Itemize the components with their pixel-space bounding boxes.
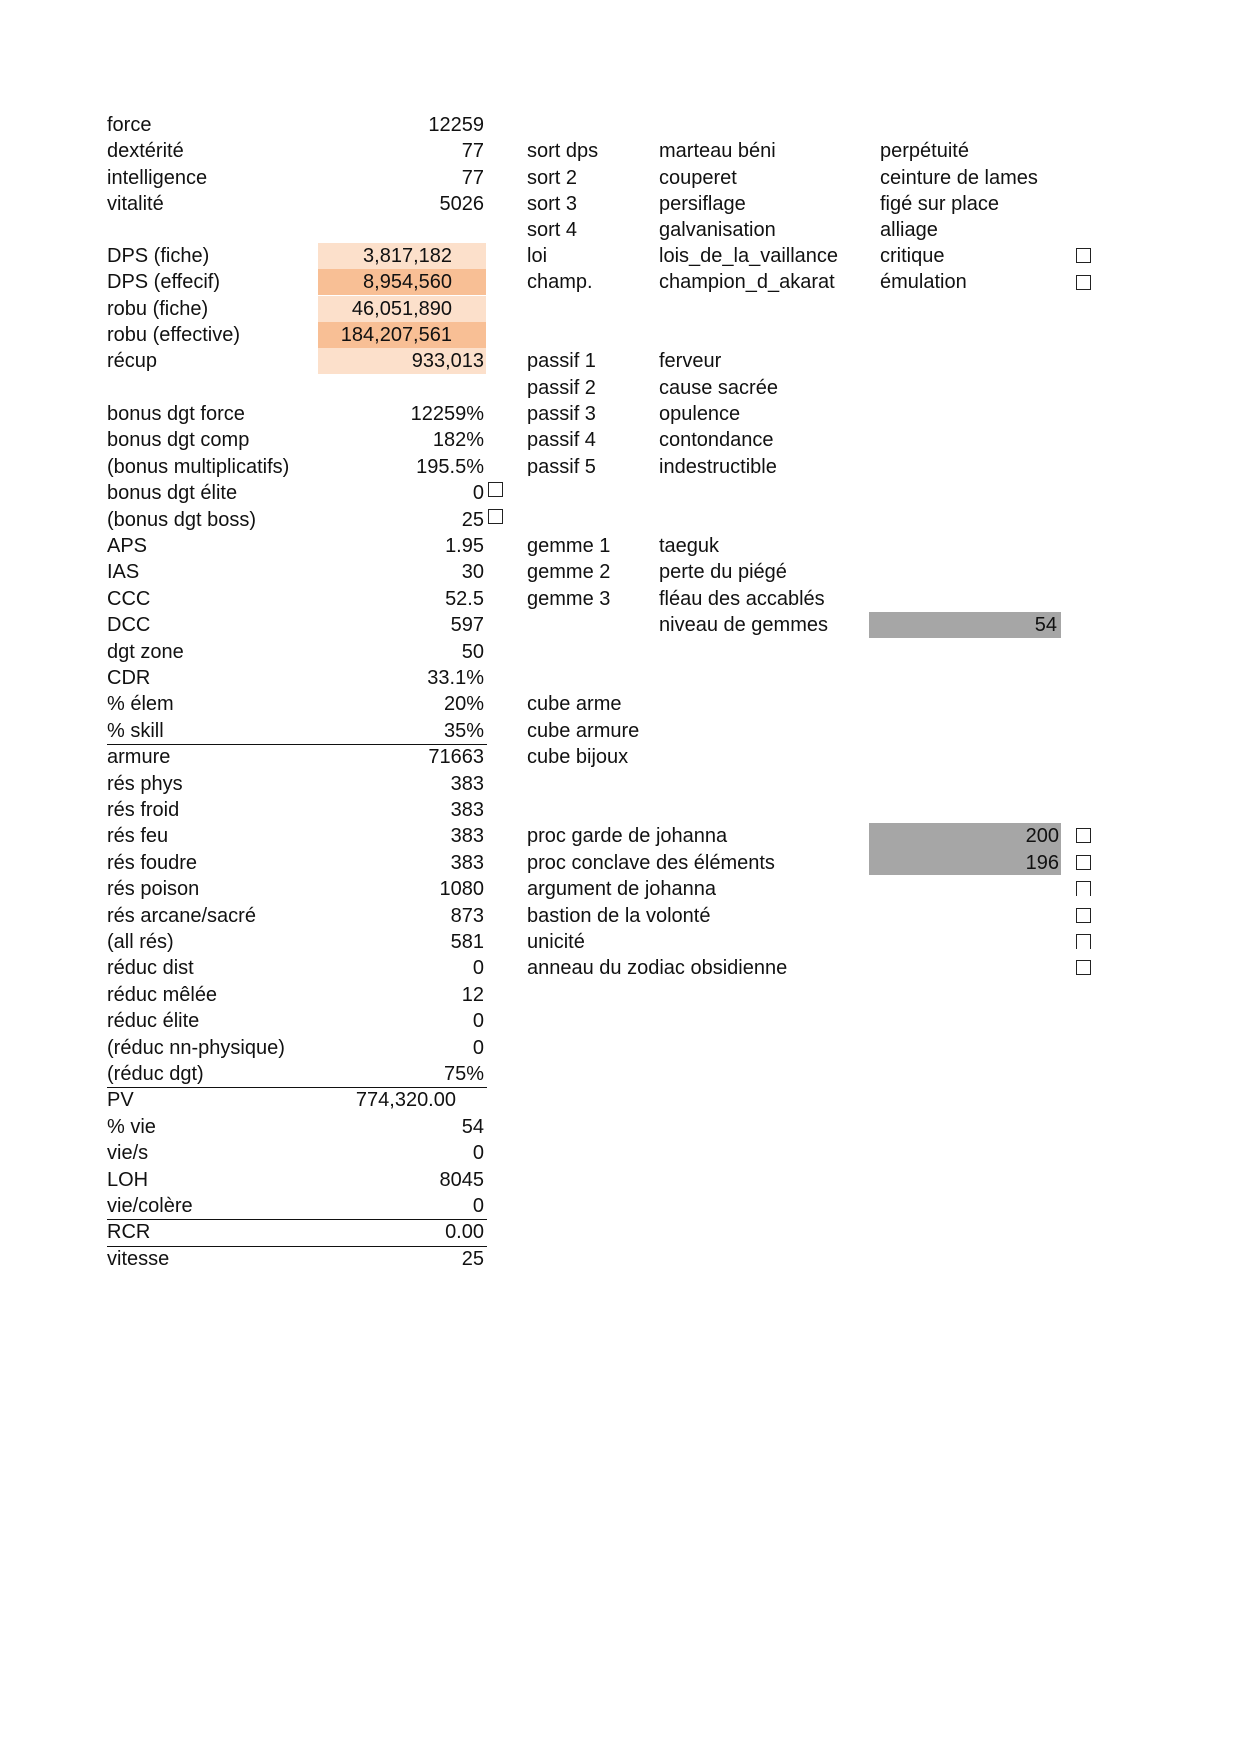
stat-label-reduc-melee: réduc mêlée bbox=[107, 984, 218, 1006]
stat-label-dgt-zone: dgt zone bbox=[107, 641, 184, 663]
passive-name: cause sacrée bbox=[659, 377, 778, 399]
stat-label-robu-fiche: robu (fiche) bbox=[107, 298, 209, 320]
skill-rune: ceinture de lames bbox=[880, 167, 1038, 189]
stat-label-reduc-dist: réduc dist bbox=[107, 957, 194, 979]
passive-slot: passif 5 bbox=[527, 456, 596, 476]
stat-value-bonus-comp: 182% bbox=[432, 429, 484, 451]
stat-label-bonus-elite: bonus dgt élite bbox=[107, 482, 238, 504]
passive-slot: passif 1 bbox=[527, 350, 596, 372]
stat-value-dcc: 597 bbox=[450, 614, 484, 636]
passive-slot: passif 3 bbox=[527, 403, 596, 425]
gem-level-value: 54 bbox=[1034, 614, 1057, 636]
stat-label-vitesse: vitesse bbox=[107, 1248, 170, 1270]
stat-value-cdr: 33.1% bbox=[427, 667, 484, 689]
gem-slot: gemme 1 bbox=[527, 535, 611, 557]
cube-armure: cube armure bbox=[527, 720, 640, 742]
stat-value-bonus-boss: 25 bbox=[461, 509, 484, 531]
stat-label-all-res: (all rés) bbox=[107, 931, 174, 953]
stat-label-pv: PV bbox=[107, 1089, 134, 1111]
stat-label-reduc-elite: réduc élite bbox=[107, 1010, 200, 1032]
stat-value-reduc-nn-physique: 0 bbox=[472, 1037, 484, 1059]
stat-value-reduc-dist: 0 bbox=[472, 957, 484, 979]
stat-value-dps-fiche: 3,817,182 bbox=[363, 245, 452, 267]
stat-value-reduc-elite: 0 bbox=[472, 1010, 484, 1032]
stat-value-robu-effective: 184,207,561 bbox=[340, 324, 452, 346]
stat-label-vie-s: vie/s bbox=[107, 1142, 149, 1164]
skill-slot: loi bbox=[527, 245, 548, 267]
stat-value-res-phys: 383 bbox=[450, 773, 484, 795]
stat-value-aps: 1.95 bbox=[445, 535, 484, 557]
stat-value-elem: 20% bbox=[443, 693, 484, 715]
stat-value-robu-fiche: 46,051,890 bbox=[351, 298, 452, 320]
stat-value-res-foudre: 383 bbox=[450, 852, 484, 874]
skill-slot: sort 2 bbox=[527, 167, 578, 189]
stat-value-recup: 933,013 bbox=[411, 350, 484, 372]
skill-rune: émulation bbox=[880, 271, 967, 293]
skill-slot: sort dps bbox=[527, 140, 599, 162]
cube-arme: cube arme bbox=[527, 693, 622, 715]
stat-label-vitalite: vitalité bbox=[107, 193, 164, 215]
stat-label-ccc: CCC bbox=[107, 588, 151, 610]
proc-value: 196 bbox=[1025, 852, 1059, 874]
stat-value-res-arcane: 873 bbox=[450, 905, 484, 927]
stat-value-pct-vie: 54 bbox=[461, 1116, 484, 1138]
stat-value-intelligence: 77 bbox=[461, 167, 484, 189]
stat-label-bonus-mult: (bonus multiplicatifs) bbox=[107, 456, 290, 478]
stat-value-reduc-melee: 12 bbox=[461, 984, 484, 1006]
stat-value-armure: 71663 bbox=[428, 746, 484, 768]
gem-name: perte du piégé bbox=[659, 561, 787, 583]
stat-label-reduc-dgt: (réduc dgt) bbox=[107, 1063, 204, 1085]
stat-value-skill: 35% bbox=[443, 720, 484, 742]
stat-value-ccc: 52.5 bbox=[445, 588, 484, 610]
stat-value-vie-colere: 0 bbox=[472, 1195, 484, 1217]
stat-value-rcr: 0.00 bbox=[445, 1221, 484, 1243]
critique-checkbox[interactable] bbox=[1076, 248, 1091, 263]
stat-label-aps: APS bbox=[107, 535, 148, 557]
proc-label: proc garde de johanna bbox=[527, 825, 728, 847]
unicite-checkbox[interactable] bbox=[1076, 934, 1091, 949]
stat-value-force: 12259 bbox=[428, 114, 484, 136]
passive-slot: passif 2 bbox=[527, 377, 596, 399]
stat-label-res-froid: rés froid bbox=[107, 799, 180, 821]
stat-label-res-feu: rés feu bbox=[107, 825, 169, 847]
skill-rune: alliage bbox=[880, 219, 938, 241]
skill-rune: critique bbox=[880, 245, 945, 267]
stat-label-bonus-force: bonus dgt force bbox=[107, 403, 245, 425]
stat-label-armure: armure bbox=[107, 746, 171, 768]
stat-label-dexterite: dextérité bbox=[107, 140, 184, 162]
skill-name: marteau béni bbox=[659, 140, 776, 162]
argument-checkbox[interactable] bbox=[1076, 881, 1091, 896]
item-label: bastion de la volonté bbox=[527, 905, 711, 927]
skill-slot: sort 3 bbox=[527, 193, 578, 215]
emulation-checkbox[interactable] bbox=[1076, 275, 1091, 290]
stat-label-robu-effective: robu (effective) bbox=[107, 324, 241, 346]
skill-name: champion_d_akarat bbox=[659, 271, 835, 293]
gem-level-label: niveau de gemmes bbox=[659, 614, 828, 636]
stat-label-ias: IAS bbox=[107, 561, 140, 583]
zodiac-checkbox[interactable] bbox=[1076, 960, 1091, 975]
stat-label-rcr: RCR bbox=[107, 1221, 151, 1243]
stat-value-ias: 30 bbox=[461, 561, 484, 583]
garde-johanna-checkbox[interactable] bbox=[1076, 828, 1091, 843]
passive-name: indestructible bbox=[659, 456, 777, 478]
stat-value-dgt-zone: 50 bbox=[461, 641, 484, 663]
stat-value-res-poison: 1080 bbox=[439, 878, 484, 900]
stat-value-reduc-dgt: 75% bbox=[443, 1063, 484, 1085]
stat-label-bonus-comp: bonus dgt comp bbox=[107, 429, 250, 451]
stat-label-loh: LOH bbox=[107, 1169, 149, 1191]
stat-value-vie-s: 0 bbox=[472, 1142, 484, 1164]
stat-value-bonus-mult: 195.5% bbox=[416, 456, 484, 478]
stat-value-dexterite: 77 bbox=[461, 140, 484, 162]
stat-label-pct-vie: % vie bbox=[107, 1116, 156, 1138]
stat-value-pv: 774,320.00 bbox=[355, 1089, 456, 1111]
skill-slot: sort 4 bbox=[527, 219, 578, 241]
stat-value-res-froid: 383 bbox=[450, 799, 484, 821]
bastion-checkbox[interactable] bbox=[1076, 908, 1091, 923]
stat-label-bonus-boss: (bonus dgt boss) bbox=[107, 509, 256, 531]
stat-value-dps-effectif: 8,954,560 bbox=[363, 271, 452, 293]
skill-name: persiflage bbox=[659, 193, 746, 215]
skill-name: lois_de_la_vaillance bbox=[659, 245, 839, 267]
cube-bijoux: cube bijoux bbox=[527, 746, 629, 768]
stat-value-loh: 8045 bbox=[439, 1169, 484, 1191]
stat-value-res-feu: 383 bbox=[450, 825, 484, 847]
stat-label-dps-effectif: DPS (effecif) bbox=[107, 271, 220, 293]
gem-slot: gemme 2 bbox=[527, 561, 611, 583]
stat-value-vitesse: 25 bbox=[461, 1248, 484, 1270]
stat-label-skill: % skill bbox=[107, 720, 164, 742]
stat-value-vitalite: 5026 bbox=[439, 193, 484, 215]
item-label: unicité bbox=[527, 931, 585, 953]
stat-value-bonus-elite: 0 bbox=[472, 482, 484, 504]
gem-name: taeguk bbox=[659, 535, 720, 557]
stat-label-cdr: CDR bbox=[107, 667, 151, 689]
proc-value: 200 bbox=[1025, 825, 1059, 847]
bonus-boss-checkbox[interactable] bbox=[488, 509, 503, 524]
stat-label-dcc: DCC bbox=[107, 614, 151, 636]
skill-rune: figé sur place bbox=[880, 193, 999, 215]
stat-label-res-poison: rés poison bbox=[107, 878, 200, 900]
stat-label-res-foudre: rés foudre bbox=[107, 852, 198, 874]
stat-label-reduc-nn-physique: (réduc nn-physique) bbox=[107, 1037, 285, 1059]
stat-label-vie-colere: vie/colère bbox=[107, 1195, 193, 1217]
skill-name: galvanisation bbox=[659, 219, 776, 241]
skill-slot: champ. bbox=[527, 271, 593, 293]
item-label: argument de johanna bbox=[527, 878, 717, 900]
gem-name: fléau des accablés bbox=[659, 588, 825, 610]
stat-value-bonus-force: 12259% bbox=[410, 403, 484, 425]
conclave-checkbox[interactable] bbox=[1076, 855, 1091, 870]
stat-label-intelligence: intelligence bbox=[107, 167, 208, 189]
stat-label-recup: récup bbox=[107, 350, 158, 372]
skill-rune: perpétuité bbox=[880, 140, 969, 162]
proc-label: proc conclave des éléments bbox=[527, 852, 775, 874]
stat-label-force: force bbox=[107, 114, 152, 136]
bonus-elite-checkbox[interactable] bbox=[488, 482, 503, 497]
stat-label-res-arcane: rés arcane/sacré bbox=[107, 905, 256, 927]
stat-label-elem: % élem bbox=[107, 693, 174, 715]
skill-name: couperet bbox=[659, 167, 737, 189]
passive-name: opulence bbox=[659, 403, 741, 425]
stat-label-res-phys: rés phys bbox=[107, 773, 183, 795]
passive-name: contondance bbox=[659, 429, 774, 451]
item-label: anneau du zodiac obsidienne bbox=[527, 957, 788, 979]
stat-label-dps-fiche: DPS (fiche) bbox=[107, 245, 210, 267]
passive-slot: passif 4 bbox=[527, 429, 596, 451]
stat-value-all-res: 581 bbox=[450, 931, 484, 953]
gem-slot: gemme 3 bbox=[527, 588, 611, 610]
passive-name: ferveur bbox=[659, 350, 722, 372]
